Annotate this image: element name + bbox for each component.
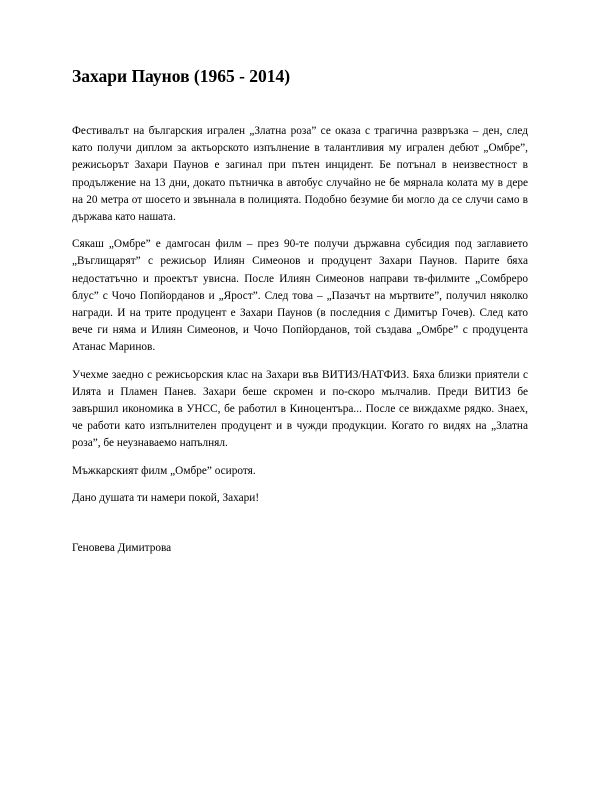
document-page (72, 66, 528, 557)
author-signature: Геновева Димитрова (72, 542, 172, 555)
paragraph-ombre-history: Сякаш „Омбре” е дамгосан филм – през 90-те получи държавна субсидия под заглавието „Въглищарят” с режисьор Илиян Симеонов и продуцент Захари Паунов. Парите бяха недостатъчно и проектът увисна. После Илиян Симеонов направи тв-филмите „Сомбреро блус” с Чочо Попйорданов и „Ярост”. След това – „Пазачът на мъртвите”, получил няколко награди. И на трите продуцент е Захари Паунов (в последния с Димитър Гочев). След като вече ги няма и Илиян Симеонов, и Чочо Попйорданов, той създава „Омбре” с продуцента Атанас Маринов. (72, 238, 528, 354)
document-title: Захари Паунов (1965 - 2014) (72, 66, 291, 86)
paragraph-farewell: Дано душата ти намери покой, Захари! (72, 491, 260, 504)
paragraph-festival: Фестивалът на българския игрален „Златна роза” се оказа с трагична развръзка – ден, след като получи диплом за актьорското изпълнение в талантливия му игрален дебют „Омбре”, режисьорът Захари Паунов е загинал при пътен инцидент. Бе потънал в неизвестност в продължение на 13 дни, докато пътничка в автобус случайно не бе мярнала колата му в дере на 20 метра от шосето и звъннала в полицията. Подобно безумие би могло да се случи само в държава като нашата. (72, 125, 528, 224)
paragraph-orphaned: Мъжкарският филм „Омбре” осиротя. (72, 464, 256, 477)
paragraph-memories: Учехме заедно с режисьорския клас на Захари във ВИТИЗ/НАТФИЗ. Бяха близки приятели с Илята и Пламен Панев. Захари беше скромен и по-скоро мълчалив. Преди ВИТИЗ бе завършил икономика в УНСС, бе работил в Киноцентъра... После се виждахме рядко. Знаех, че работи като изпълнителен продуцент и в чужди продукции. Когато го видях на „Златна роза”, бе неузнаваемо напълнял. (72, 368, 528, 450)
